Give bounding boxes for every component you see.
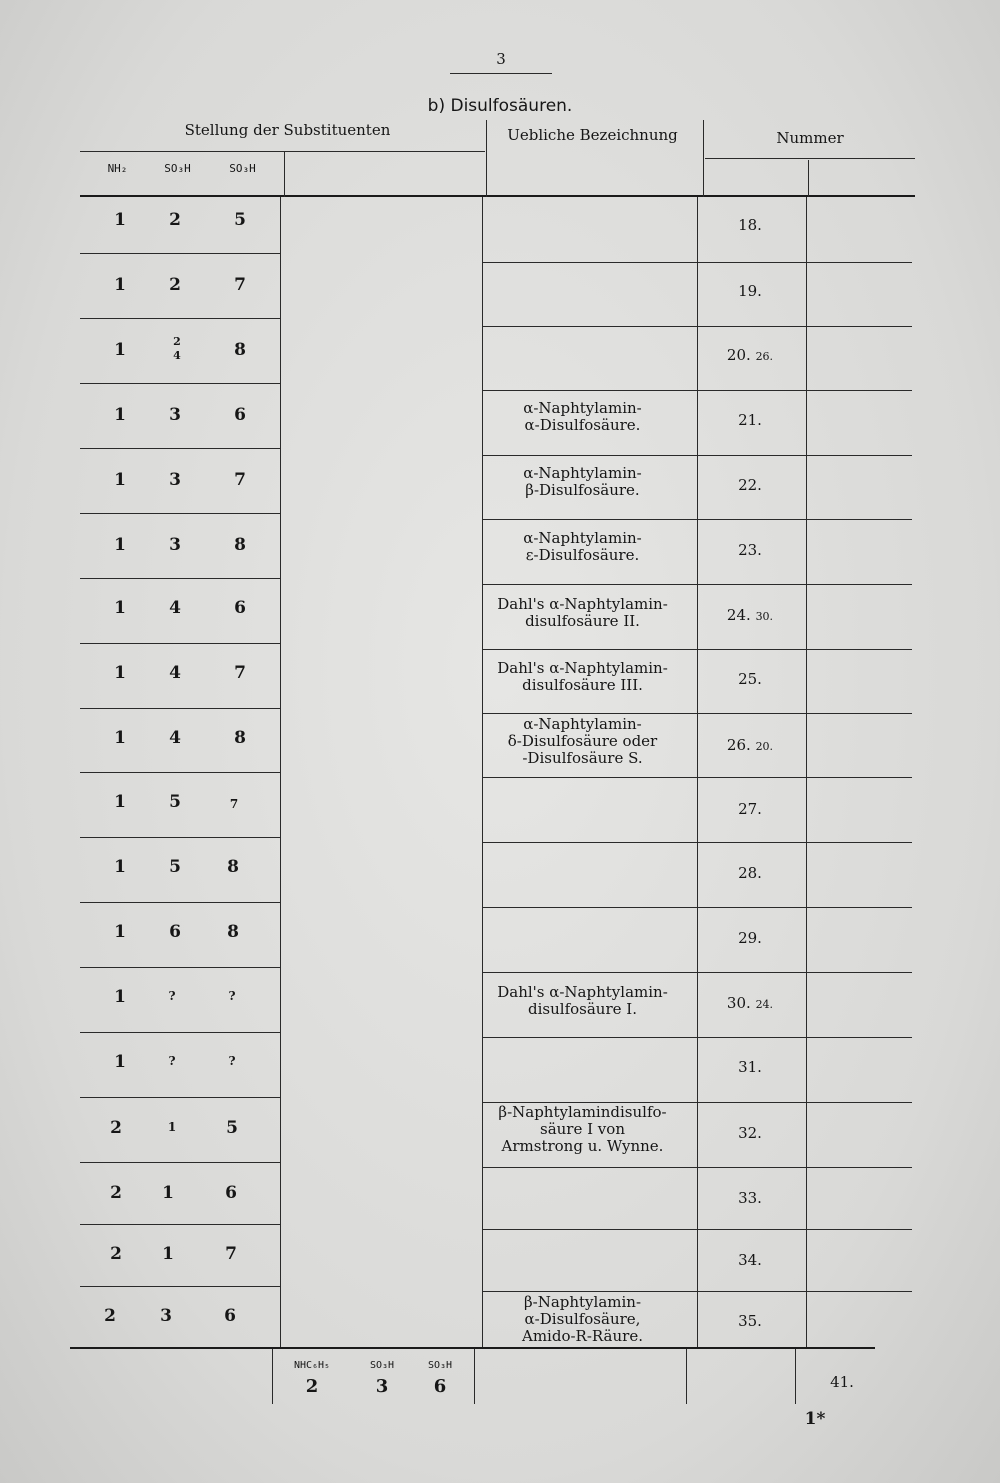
cell-so3h-a: 3 [169,535,181,555]
subheader-nh2: NH₂ [107,162,128,175]
cell-so3h-a: ? [168,989,176,1003]
cell-number [705,216,795,234]
row-rule [80,1162,280,1163]
cell-name [475,530,690,564]
number: 30. [726,994,751,1012]
row-rule [80,708,280,709]
row-rule [80,967,280,968]
row-rule [80,513,280,514]
cell-number [705,411,795,429]
name-line: disulfosäure II. [525,612,640,630]
cell-so3h-a: ? [168,1054,176,1068]
header-rule-number [705,158,915,159]
footer-number: 41. [830,1373,854,1391]
footer-subheader: NHC₆H₅ [293,1360,331,1371]
column-divider [482,197,483,1347]
cell-so3h-b: 8 [227,857,239,877]
cell-so3h-b: 7 [234,470,246,490]
footer-value: 3 [375,1376,389,1397]
cell-name [475,400,690,434]
row-rule [80,383,280,384]
cell-nh2: 1 [114,728,126,748]
cross-reference: 24. [755,998,774,1011]
footer-subheader: SO₃H [369,1360,395,1371]
name-line: Dahl's α-Naphtylamin- [497,983,668,1001]
table-bottom-rule [70,1347,875,1349]
cell-so3h-b: 7 [229,797,239,811]
cell-number [705,1124,795,1142]
number: 18. [738,216,762,234]
cell-so3h-a: 2 [169,275,181,295]
cell-nh2: 1 [114,857,126,877]
row-rule [482,777,912,778]
cell-so3h-b: 6 [234,405,246,425]
number: 29. [738,929,762,947]
cell-so3h-b: 8 [227,922,239,942]
row-rule [482,972,912,973]
cell-number [705,346,795,364]
number: 28. [738,864,762,882]
cell-number [705,1251,795,1269]
row-rule [482,519,912,520]
cell-so3h-b: 7 [225,1244,237,1264]
cell-number [705,1312,795,1330]
row-rule [80,253,280,254]
cell-name [475,716,690,767]
number: 33. [738,1189,762,1207]
cell-nh2: 2 [110,1244,122,1264]
header-rule [80,151,485,152]
row-rule [482,455,912,456]
row-rule [80,772,280,773]
header-name: Uebliche Bezeichnung [507,126,678,144]
page-number-rule [450,73,552,74]
cell-name [475,1294,690,1345]
name-line: Dahl's α-Naphtylamin- [497,659,668,677]
cell-so3h-b: ? [228,1054,236,1068]
cell-so3h-a: 1 [162,1183,174,1203]
number: 21. [738,411,762,429]
row-rule [482,584,912,585]
row-rule [80,1032,280,1033]
cell-so3h-a-bottom: 4 [173,349,181,362]
subheader-so3h-b: SO₃H [229,162,256,175]
row-rule [80,1224,280,1225]
cell-name [475,465,690,499]
cell-number [705,929,795,947]
column-divider [474,1349,475,1404]
column-divider [808,160,809,197]
cell-so3h-a-top: 2 [173,335,181,348]
number: 34. [738,1251,762,1269]
name-line: α-Naphtylamin- [523,464,642,482]
cell-nh2: 1 [114,792,126,812]
row-rule [482,262,912,263]
cell-number [705,606,795,624]
cell-nh2: 1 [114,987,126,1007]
name-line: ε-Disulfosäure. [525,546,640,564]
cell-nh2: 1 [114,922,126,942]
name-line: Dahl's α-Naphtylamin- [497,595,668,613]
name-line: disulfosäure I. [528,1000,637,1018]
cell-so3h-b: ? [228,989,236,1003]
cell-so3h-b: 8 [234,535,246,555]
cell-so3h-a: 3 [169,405,181,425]
row-rule [80,578,280,579]
subheader-so3h-a: SO₃H [164,162,191,175]
column-divider [697,197,698,1347]
cell-so3h-a: 1 [162,1244,174,1264]
name-line: α-Naphtylamin- [523,715,642,733]
row-rule [482,1291,912,1292]
cell-number [705,476,795,494]
row-rule [80,837,280,838]
name-line: -Disulfosäure S. [522,749,643,767]
number: 32. [738,1124,762,1142]
row-rule [482,907,912,908]
row-rule [482,390,912,391]
header-number: Nummer [776,129,844,147]
cell-number [705,1189,795,1207]
signature-mark: 1* [804,1409,826,1429]
cross-reference: 30. [755,610,774,623]
cell-nh2: 1 [114,535,126,555]
cell-nh2: 1 [114,470,126,490]
section-title: b) Disulfosäuren. [427,96,573,116]
cell-so3h-a: 5 [169,857,181,877]
cell-so3h-b: 7 [234,663,246,683]
column-divider [284,152,285,197]
column-divider [686,1349,687,1404]
cell-name [475,1104,690,1155]
row-rule [482,713,912,714]
name-line: β-Disulfosäure. [525,481,640,499]
cell-nh2: 1 [114,210,126,230]
number: 25. [738,670,762,688]
number: 22. [738,476,762,494]
number: 24. [726,606,751,624]
row-rule [482,1229,912,1230]
cell-so3h-a: 5 [169,792,181,812]
name-line: α-Naphtylamin- [523,529,642,547]
number: 19. [738,282,762,300]
cell-name [475,660,690,694]
cell-so3h-b: 8 [234,728,246,748]
cell-so3h-b: 7 [234,275,246,295]
footer-subheader: SO₃H [427,1360,453,1371]
name-line: säure I von [540,1120,625,1138]
number: 26. [726,736,751,754]
cell-nh2: 1 [114,340,126,360]
cross-reference: 20. [755,740,774,753]
row-rule [80,448,280,449]
cell-nh2: 1 [114,663,126,683]
cell-number [705,541,795,559]
cell-so3h-a: 1 [167,1120,177,1134]
cell-nh2: 2 [110,1118,122,1138]
cell-nh2: 1 [114,405,126,425]
cell-number [705,282,795,300]
row-rule [482,326,912,327]
cell-so3h-a: 3 [160,1306,172,1326]
cell-so3h-a: 4 [169,728,181,748]
column-divider [272,1349,273,1404]
cell-number [705,864,795,882]
cell-so3h-b: 8 [234,340,246,360]
cell-so3h-b: 5 [234,210,246,230]
cell-nh2: 1 [114,1052,126,1072]
cell-number [705,994,795,1012]
row-rule [482,1037,912,1038]
cell-nh2: 2 [110,1183,122,1203]
cell-nh2: 1 [114,598,126,618]
cross-reference: 26. [755,350,774,363]
row-rule [80,318,280,319]
column-divider [703,120,704,197]
row-rule [482,649,912,650]
number: 35. [738,1312,762,1330]
row-rule [80,902,280,903]
number: 20. [726,346,751,364]
row-rule [482,1167,912,1168]
cell-so3h-b: 6 [225,1183,237,1203]
name-line: α-Naphtylamin- [523,399,642,417]
name-line: β-Naphtylamindisulfo- [498,1103,667,1121]
cell-so3h-a: 4 [169,663,181,683]
header-bottom-rule [80,195,915,197]
cell-number [705,736,795,754]
name-line: α-Disulfosäure. [524,416,641,434]
number: 31. [738,1058,762,1076]
cell-so3h-a: 3 [169,470,181,490]
cell-number [705,670,795,688]
cell-so3h-b: 5 [226,1118,238,1138]
cell-number [705,1058,795,1076]
row-rule [80,1286,280,1287]
column-divider [486,120,487,197]
cell-number [705,800,795,818]
cell-name [475,596,690,630]
header-positions: Stellung der Substituenten [184,121,391,139]
number: 27. [738,800,762,818]
footer-value: 6 [433,1376,447,1397]
column-divider [806,197,807,1347]
name-line: Amido-R-Räure. [522,1327,643,1345]
cell-so3h-a: 2 [169,210,181,230]
row-rule [482,842,912,843]
cell-so3h-b: 6 [224,1306,236,1326]
footer-value: 2 [305,1376,319,1397]
name-line: α-Disulfosäure, [524,1310,641,1328]
name-line: β-Naphtylamin- [523,1293,642,1311]
row-rule [80,1097,280,1098]
row-rule [80,643,280,644]
name-line: Armstrong u. Wynne. [501,1137,664,1155]
cell-nh2: 2 [104,1306,116,1326]
cell-so3h-a: 4 [169,598,181,618]
cell-so3h-a: 6 [169,922,181,942]
number: 23. [738,541,762,559]
cell-nh2: 1 [114,275,126,295]
cell-so3h-b: 6 [234,598,246,618]
page-number: 3 [496,50,506,68]
column-divider [280,197,281,1347]
name-line: disulfosäure III. [522,676,643,694]
name-line: δ-Disulfosäure oder [507,732,658,750]
cell-name [475,984,690,1018]
column-divider [795,1349,796,1404]
